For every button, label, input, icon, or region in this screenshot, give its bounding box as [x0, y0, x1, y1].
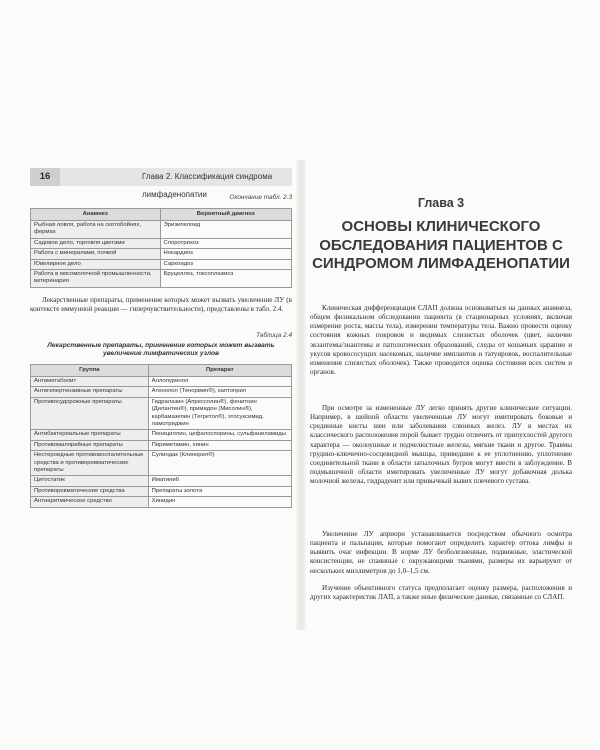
- table-cell: Препараты золота: [148, 486, 291, 496]
- table-cell: Антибактериальные препараты: [31, 430, 149, 440]
- table-cell: Антигипертензивные препараты: [31, 387, 149, 397]
- table-cell: Саркоидоз: [160, 259, 291, 269]
- table-row: [31, 270, 292, 288]
- table-2-4: [30, 364, 292, 508]
- chapter-label: Глава 3: [417, 196, 465, 210]
- table-cell: Пенициллин, цефалоспорины, сульфаниламиды: [148, 430, 291, 440]
- body-paragraph: Увеличение ЛУ априори устанавливается посредством обычного осмотра пациента и пальпации, которые помогают определить характер оттока лимфы и выявить очаг инфекции. В норме ЛУ безболезненные, подвижные, эластической консистенции, не спаянные с окружающими тканями, размеры их варьируют от нескольких миллиметров до 1,0–1,5 см.: [310, 530, 572, 575]
- table-cell: Работа с минералами, почвой: [31, 249, 161, 259]
- table-cell: Эризипелоид: [160, 221, 291, 239]
- table-2-3: [30, 208, 292, 288]
- table-cell: Сулиндак (Клинорил®): [148, 451, 291, 476]
- table-cell: Бруцеллез, токсоплазмоз: [160, 270, 291, 288]
- table-cell: Аллопуринол: [148, 377, 291, 387]
- table-row: [31, 476, 292, 486]
- table-cell: Цитостатик: [31, 476, 149, 486]
- table-row: [31, 259, 292, 269]
- table-cell: Атенолол (Тенормин®), каптоприл: [148, 387, 291, 397]
- table-row: [31, 249, 292, 259]
- table-cell: Рыбная ловля, работа на скотобойнях, фермах: [31, 221, 161, 239]
- table-cell: Нокардиоз: [160, 249, 291, 259]
- table-row: [31, 486, 292, 496]
- table-cell: Садовое дело, торговля цветами: [31, 238, 161, 248]
- table-header: Группа: [31, 365, 149, 377]
- table-header: Вероятный диагноз: [160, 209, 291, 221]
- table-cell: Нестероидные противовоспалительные средства и противоревматические препараты: [31, 451, 149, 476]
- book-gutter: [296, 160, 306, 630]
- table-cell: Работа в мясомолочной промышленности, ветеринария: [31, 270, 161, 288]
- left-page: [30, 168, 292, 628]
- table-cell: Ювелирное дело: [31, 259, 161, 269]
- table-row: [31, 221, 292, 239]
- table-row: [31, 397, 292, 430]
- table-cell: Пириметамин, хинин: [148, 440, 291, 450]
- table-cell: Противомалярийные препараты: [31, 440, 149, 450]
- body-paragraph: Лекарственные препараты, применение которых может вызвать увеличение ЛУ (в контексте иммунной реакции — гиперчувствительности), представлены в табл. 2.4.: [30, 296, 292, 314]
- table-cell: Хинидин: [148, 497, 291, 507]
- body-paragraph: Изучение объективного статуса предполагает оценку размера, расположения и других характеристик ЛАП, а также иные физические данные, связанные со СЛАП.: [310, 584, 572, 602]
- running-head-title: Глава 2. Классификация синдрома лимфаденопатии: [142, 172, 273, 199]
- table-2-4-title: Лекарственные препараты, применение которых может вызвать увеличение лимфатических узлов: [47, 342, 275, 358]
- chapter-title: ОСНОВЫ КЛИНИЧЕСКОГО ОБСЛЕДОВАНИЯ ПАЦИЕНТОВ С СИНДРОМОМ ЛИМФАДЕНОПАТИИ: [312, 218, 570, 272]
- right-page: [310, 168, 572, 628]
- table-cell: Противосудорожные препараты: [31, 397, 149, 430]
- body-paragraph: При осмотре за измененные ЛУ легко принять другие клинические ситуации. Например, в шейной области увеличенные ЛУ могут имитировать боковые и срединные кисты шеи или заболевания слюнных желез. ЛУ в местах их классического расположения порой бывает трудно отличить от припухлостей другого характера — околоушные и подчелюстные железы, мягкие ткани и другое. Травмы грудино-ключично-сосцевидной мышцы, приведшие к ее уплотнению, уплотнение соединительной ткани в области затылочных бугров могут ввести в заблуждение. В подмышечной области имитировать увеличенные ЛУ могут добавочная долька молочной железы, гидраденит или привычный вывих плечевого сустава.: [310, 404, 572, 486]
- table-header: Препарат: [148, 365, 291, 377]
- table-cell: Споротрихоз: [160, 238, 291, 248]
- table-row: [31, 377, 292, 387]
- table-row: [31, 497, 292, 507]
- body-paragraph: Клиническая дифференциация СЛАП должна основываться на данных анамнеза, общем физикальном обследовании пациента (в стационарных условиях, включая измерение роста, массы тела), измерении температуры тела. Важно провести оценку состояния кожных покровов и видимых слизистых оболочек (цвет, наличие экзантемы/энантемы и патологических образований, следы от кошачьих царапин и укусов кровососущих насекомых, наличие имплантов и татуировок, воспалительные изменения слизистых оболочек). Также проводится оценка состояния всех систем и органов.: [310, 304, 572, 377]
- table-row: [31, 440, 292, 450]
- page-number: 16: [30, 168, 60, 186]
- table-cell: Гидралазин (Апрессолин®), фенитоин (Дилантин®), примидон (Мисолин®), карбамазепин (Тегретол®), этосуксимид, ламотриджин: [148, 397, 291, 430]
- table-cell: Противоревматические средства: [31, 486, 149, 496]
- table-header: Анамнез: [31, 209, 161, 221]
- table-row: [31, 238, 292, 248]
- table-2-4-caption: Таблица 2.4: [256, 332, 292, 339]
- table-cell: Антиаритмическое средство: [31, 497, 149, 507]
- table-row: [31, 451, 292, 476]
- table-row: [31, 387, 292, 397]
- table-cell: Антиметаболит: [31, 377, 149, 387]
- table-row: [31, 430, 292, 440]
- table-2-3-caption: Окончание табл. 2.3: [229, 194, 292, 201]
- table-cell: Иматиниб: [148, 476, 291, 486]
